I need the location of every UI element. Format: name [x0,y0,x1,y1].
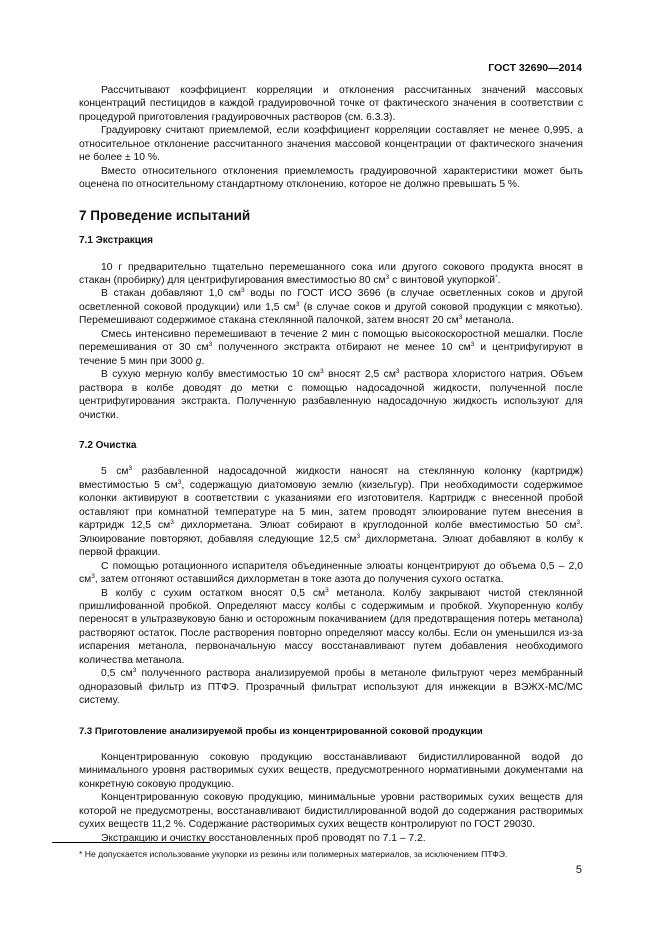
extraction-paragraph-3: Смесь интенсивно перемешивают в течение 2 мин с помощью высокоскоростной мешалки. После перемешивания от 30 $см^3$ полученного экстракта отбирают не менее 10 $см^3$ и центрифугируют в течение 5 мин при 3000 g. [79,328,583,367]
page-content [79,84,583,845]
footnote-marker: * [495,273,498,281]
concentrate-paragraph-1: Концентрированную соковую продукцию восстанавливают бидистиллированной водой до минимального уровня растворимых сухих веществ, предусмотренного нормативными документами на конкретную соковую продукцию. [79,752,583,790]
footnote-text: * Не допускается использование укупорки из резины или полимерных материалов, за исключением ПТФЭ. [79,849,508,859]
cleanup-paragraph-3: В колбу с сухим остатком вносят 0,5 $см^3$ метанола. Колбу закрывают чистой стеклянной пришлифованной пробкой. Определяют массу колбы с содержимым и пробкой. Укупоренную колбу переносят в ультразвуковую баню и осторожным покачиванием (для предотвращения потерь метанола) растворяют остаток. После растворения повторно определяют массу колбы. Если он уменьшился из-за испарения метанола, первоначальную массу восстанавливают путем добавления необходимого количества метанола. [79,586,583,666]
section-7-3-heading: 7.3 Приготовление анализируемой пробы из концентрированной соковой продукции [79,725,483,737]
section-7-2-heading: 7.2 Очистка [79,439,137,451]
extraction-paragraph-4: В сухую мерную колбу вместимостью 10 $см^3$ вносят 2,5 $см^3$ раствора хлористого натрия. Объем раствора в колбе доводят до метки с помощью надосадочной жидкости, полученной после центрифугирования экстракта. Полученную разбавленную надосадочную жидкость используют для очистки. [79,368,583,421]
footnote-divider [52,842,210,843]
intro-paragraph-3: Вместо относительного отклонения приемлемость градуировочной характеристики может быть оценена по относительному стандартному отклонению, которое не должно превышать 5 %. [79,165,583,191]
intro-paragraph-2: Градуировку считают приемлемой, если коэффициент корреляции составляет не менее 0,995, а относительное отклонение рассчитанного значения массовой концентрации от фактического значения не более ± 10 %. [79,125,583,164]
cleanup-paragraph-4: 0,5 $см^3$ полученного раствора анализируемой пробы в метаноле фильтруют через мембранный одноразовый фильтр из ПТФЭ. Прозрачный фильтрат используют для инжекции в ВЭЖХ-МС/МС систему. [79,667,583,707]
extraction-paragraph-1: 10 г предварительно тщательно перемешанного сока или другого сокового продукта вносят в стакан (пробирку) для центрифугирования вместимостью 80 $см^3$ с винтовой укупоркой*. [79,261,583,286]
concentrate-paragraph-2: Концентрированную соковую продукцию, минимальные уровни растворимых сухих веществ для которой не предусмотрены, восстанавливают бидистиллированной водой до содержания растворимых сухих веществ 11,2 %. Содержание растворимых сухих веществ контролируют по ГОСТ 29030. [79,792,583,831]
section-7-1-heading: 7.1 Экстракция [79,235,153,247]
section-7-heading: 7 Проведение испытаний [79,207,251,223]
extraction-paragraph-2: В стакан добавляют 1,0 $см^3$ воды по ГОСТ ИСО 3696 (в случае осветленных соков и другой осветленной соковой продукции) или 1,5 $см^3$ (в случае соков и другой соковой продукции с мякотью). Перемешивают содержимое стакана стеклянной палочкой, затем вносят 20 $см^3$ метанола. [79,287,583,327]
page-number: 5 [575,864,582,876]
cleanup-paragraph-1: 5 $см^3$ разбавленной надосадочной жидкости наносят на стеклянную колонку (картридж) вместимостью 5 $см^3$, содержащую диатомовую землю (кизельгур). При необходимости содержимое колонки активируют в соответствии с указаниями его изготовителя. Картридж с внесенной пробой оставляют при комнатной температуре на 5 мин, затем проводят элюирование путем внесения в картридж 12,5 $см^3$ дихлорметана. Элюат собирают в круглодонной колбе вместимостью 50 $см^3$. Элюирование повторяют, добавляя следующие 12,5 $см^3$ дихлорметана. Элюат добавляют в колбу к первой фракции. [79,465,583,559]
intro-paragraph-1: Рассчитывают коэффициент корреляции и отклонения рассчитанных значений массовых концентраций пестицидов в каждой градуировочной точке от фактического значения в соответствии с процедурой приготовления градуировочных растворов (см. 6.3.3). [79,85,583,123]
concentrate-paragraph-3: Экстракцию и очистку восстановленных проб проводят по 7.1 – 7.2. [101,832,426,844]
cleanup-paragraph-2: С помощью ротационного испарителя объединенные элюаты концентрируют до объема 0,5 – 2,0 $см^3$, затем отгоняют оставшийся дихлорметан в токе азота до получения сухого остатка. [79,560,583,586]
standard-header: ГОСТ 32690—2014 [488,62,582,74]
